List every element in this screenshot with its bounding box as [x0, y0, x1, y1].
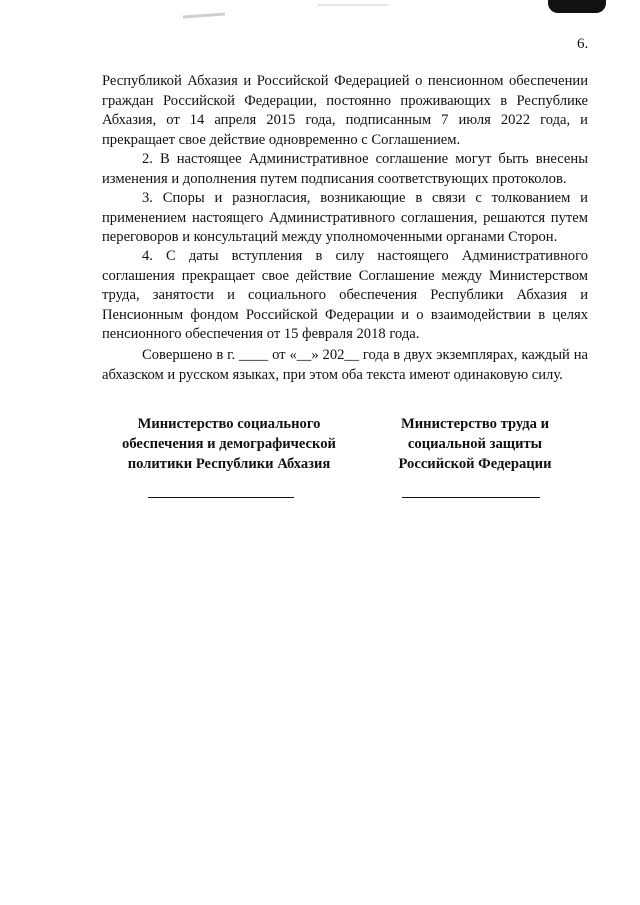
paragraph-clause-3: 3. Споры и разногласия, возникающие в связи с толкованием и применением настоящего Административного соглашения, решаются путем переговоров и консультаций между уполномоченными органами Сторон.	[102, 190, 588, 246]
signature-line-left	[148, 497, 294, 498]
paragraph-clause-4: 4. С даты вступления в силу настоящего Административного соглашения прекращает свое действие Соглашение между Министерством труда, занятости и социального обеспечения Республики Абхазия и Пенсионным фондом Российской Федерации и о взаимодействии в целях пенсионного обеспечения от 15 февраля 2018 года.	[102, 248, 588, 343]
signatory-left-block	[108, 414, 350, 474]
scan-artifact	[183, 13, 225, 19]
signatory-right-line-1: Министерство труда и	[401, 416, 549, 432]
signatory-right-block	[370, 414, 580, 474]
signatory-left-line-2: обеспечения и демографической	[122, 436, 336, 452]
scan-artifact	[548, 0, 606, 13]
scan-artifact	[318, 4, 388, 6]
paragraph-continuation: Республикой Абхазия и Российской Федерацией о пенсионном обеспечении граждан Российской Федерации, постоянно проживающих в Республике Абхазия, от 14 апреля 2015 года, подписанным 7 июля 2022 года, и прекращает свое действие одновременно с Соглашением.	[102, 73, 588, 148]
paragraph-clause-2: 2. В настоящее Административное соглашение могут быть внесены изменения и дополнения путем подписания соответствующих протоколов.	[102, 151, 588, 187]
signatory-right-line-2: социальной защиты	[407, 436, 543, 452]
signature-line-right	[402, 497, 540, 498]
signatory-right-line-3: Российской Федерации	[398, 456, 552, 472]
signatory-left-line-1: Министерство социального	[137, 416, 321, 432]
page-number: 6.	[577, 36, 589, 52]
signatory-left-line-3: политики Республики Абхазия	[127, 456, 331, 472]
paragraph-execution: Совершено в г. ____ от «__» 202__ года в двух экземплярах, каждый на абхазском и русском языках, при этом оба текста имеют одинаковую силу.	[102, 347, 588, 383]
